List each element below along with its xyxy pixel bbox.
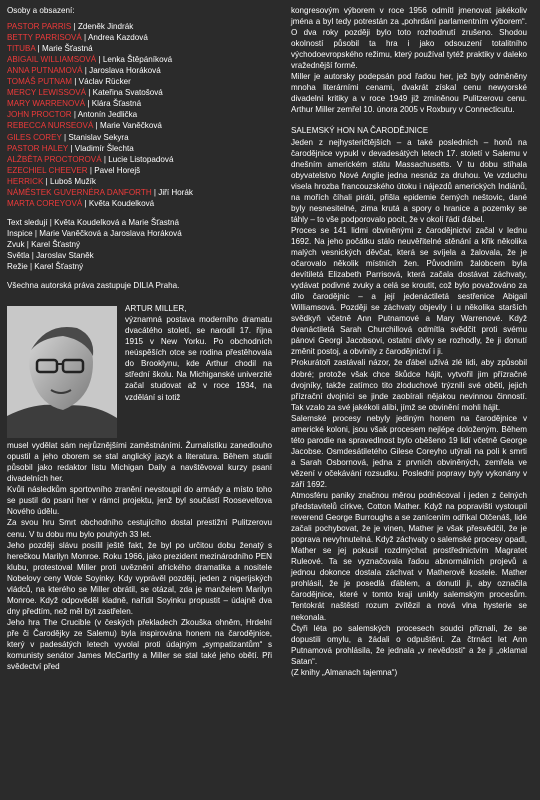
credits-list <box>7 217 272 272</box>
cast-role: REBECCA NURSEOVÁ <box>7 121 94 131</box>
cast-actor: Antonín Jedlička <box>77 110 138 120</box>
cast-separator: | <box>82 198 89 208</box>
author-bio <box>7 303 272 440</box>
cast-role: MARTA COREYOVÁ <box>7 198 83 208</box>
bio-title: ARTUR MILLER, <box>125 304 187 314</box>
cast-role: NÁMĚSTEK GUVERNÉRA DANFORTH <box>7 187 152 197</box>
cast-actor: Zdeněk Jindrák <box>77 22 134 32</box>
credit-line: Zvuk | Karel Šťastný <box>7 239 81 249</box>
cast-row <box>7 187 272 198</box>
cast-row <box>7 98 272 109</box>
section-heading: SALEMSKÝ HON NA ČARODĚJNICE <box>291 126 429 136</box>
cast-row <box>7 76 272 87</box>
credit-line: Text sledují | Květa Koudelková a Marie Šťastná <box>7 217 180 227</box>
bio-paragraph: Jeho hra The Crucible (v českých překladech Zkouška ohněm, Hrdelní pře či Čarodějky ze Salemu) byla inspirována honem na čarodějnice, který v padesátých letech vyvolal proti údajným „sympatizantům“ s komunisty senátor James McCarthy a Miller se stal také jeho obětí. Při svědectví před <box>7 617 272 672</box>
cast-row <box>7 132 272 143</box>
cast-actor: Jiří Horák <box>158 187 193 197</box>
cast-row <box>7 21 272 32</box>
cast-separator: | <box>87 165 95 175</box>
section-paragraph: Prokurátoři zastávali názor, že ďábel užívá zlé lidi, aby způsobil dobré; protože však chce škůdce hájit, vytvořil jim přízračné dvojníky, takže zatímco tito zloduchové trýznili své oběti, jejich přízrační dvojníci se jinde zaobírali nějakou nevinnou činností. Tak vzalo za své jakékoli alibi, jímž se obvinění mohli hájit. <box>291 358 527 412</box>
cast-separator: | <box>43 176 51 186</box>
cast-separator: | <box>68 143 75 153</box>
cast-role: HERRICK <box>7 176 44 186</box>
right-intro-paragraphs <box>291 5 527 115</box>
cast-actor: Andrea Kazdová <box>87 33 148 43</box>
cast-separator: | <box>61 132 69 142</box>
cast-role: TITUBA <box>7 44 36 54</box>
cast-row <box>7 165 272 176</box>
rights-note: Všechna autorská práva zastupuje DILIA Praha. <box>7 281 180 291</box>
cast-role: ALŽBĚTA PROCTOROVÁ <box>7 154 102 164</box>
cast-heading: Osoby a obsazení: <box>7 6 75 15</box>
cast-role: PASTOR HALEY <box>7 143 69 153</box>
cast-role: ABIGAIL WILLIAMSOVÁ <box>7 55 97 65</box>
cast-role: GILES COREY <box>7 132 62 142</box>
cast-row <box>7 54 272 65</box>
cast-role: EZECHIEL CHEEVER <box>7 165 88 175</box>
cast-role: TOMÁŠ PUTNAM <box>7 77 73 87</box>
section-paragraph: Atmosféru paniky značnou měrou podněcoval i jeden z čelných představitelů církve, Cotton Mather. Když na popravišti vystoupil reverend George Burroughs a se zanícením odříkal Otčenáš, lidé začali pochybovat, že je vinen, Mather je však přesvědčil, že je poprava nevyhnutelná. Když záchvaty o salemské procesy opadl, Mather se jej pokusil rozdmýchat prostřednictvím Magratet Ruleové. Ta se vyznačovala řadou abnormálních projevů a jednou dokonce dostala záchvat v Matherově kostele. Mather prohlásil, že je posedlá ďáblem, a donutil ji, aby označila čarodějnice, které v tomto kraji unikly salemským procesům. Tentokrát naštěstí rozum zvítězil a nová vlna hysterie se nekonala. <box>291 491 527 622</box>
cast-role: PASTOR PARRIS <box>7 22 72 32</box>
credit-line: Světla | Jaroslav Staněk <box>7 250 94 260</box>
cast-actor: Květa Koudelková <box>88 198 155 208</box>
cast-actor: Kateřina Svatošová <box>92 88 163 98</box>
cast-list <box>7 21 272 209</box>
cast-row <box>7 198 272 209</box>
cast-separator: | <box>81 33 88 43</box>
cast-separator: | <box>72 77 79 87</box>
cast-row <box>7 43 272 54</box>
bio-paragraph: Za svou hru Smrt obchodního cestujícího dostal prestižní Pulitzerovu cenu. V tu dobu mu bylo pouhých 33 let. <box>7 518 272 539</box>
cast-actor: Václav Rücker <box>78 77 131 87</box>
cast-row <box>7 120 272 131</box>
section-paragraph: Salemské procesy nebyly jediným honem na čarodějnice v americké koloni, jsou však procesem nejlépe doloženým. Během této parodie na spravedlnost bylo oběšeno 19 lidí včetně George Jacobse. Osmdesátiletého Gilese Coreyho utýrali na poli k smrti a Sarah Osbornová, jedna z prvních obviněných, zemřela ve vězení v očekávání rozsudku. Poslední popravy byly vykonány v září 1692. <box>291 413 527 489</box>
cast-role: MERCY LEWISSOVÁ <box>7 88 87 98</box>
cast-separator: | <box>96 55 103 65</box>
right-column <box>291 5 527 678</box>
cast-separator: | <box>85 99 92 109</box>
section-paragraphs <box>291 137 527 667</box>
intro-paragraph: kongresovým výborem v roce 1956 odmítl jmenovat jakékoliv jména a byl tedy potrestán za „pohrdání parlamentním výborem“. O dva roky později bylo toto rozhodnutí zrušeno. Shodou okolností působil ta hra i jako odsouzení totalitního východoevropského režimu, který používal tytéž praktiky v daleko vražednější formě. <box>291 6 527 71</box>
cast-actor: Jaroslava Horáková <box>89 66 161 76</box>
bio-paragraphs <box>7 440 272 672</box>
author-portrait-photo <box>7 306 117 438</box>
cast-row <box>7 87 272 98</box>
cast-separator: | <box>151 187 159 197</box>
cast-separator: | <box>71 22 78 32</box>
cast-actor: Marie Vaněčková <box>99 121 162 131</box>
cast-separator: | <box>86 88 93 98</box>
portrait-icon <box>7 306 117 438</box>
cast-actor: Stanislav Sekyra <box>68 132 129 142</box>
section-paragraph: Čtyři léta po salemských procesech soudci přiznali, že se dopustili omylu, a žádali o odpuštění. Za čtrnáct let Ann Putnamová prohlásila, že jednala „v nevědosti“ a že ji „oklamal Satan“. <box>291 623 527 666</box>
cast-separator: | <box>82 66 90 76</box>
cast-role: BETTY PARRISOVÁ <box>7 33 82 43</box>
credit-line: Inspice | Marie Vaněčková a Jaroslava Horáková <box>7 228 182 238</box>
source-citation: (Z knihy „Almanach tajemna“) <box>291 667 398 677</box>
cast-row <box>7 154 272 165</box>
bio-paragraph: Jeho později slávu posílil ještě fakt, že byl po určitou dobu ženatý s herečkou Marilyn Monroe. Roku 1966, jako prezident mezinárodního PEN klubu, protestoval Miller proti uvěznění afrického dramatika a nositele Nobelovy ceny Wole Soyinky. Kdy vyprávěl později, jeden z nigerijských vládců, na kterého se Miller obrátil, se otázal, zda je manželem Marilyn Monroe. Když odpověděl kladně, nařídil Soyinku propustit – údajně dva dny předtím, než měl být zastřelen. <box>7 540 272 616</box>
cast-role: ANNA PUTNAMOVÁ <box>7 66 83 76</box>
cast-actor: Lenka Štěpáníková <box>102 55 173 65</box>
bio-intro: významná postava moderního dramatu dvacátého století, se narodil 17. října 1915 v New Yorku. Po obchodních neúspěších otce se rodina přestěhovala do Brooklynu, kde Arthur chodil na střední školu. Na Michiganské univerzité začal studovat až v roce 1934, na vzdělání si totiž <box>125 315 272 402</box>
cast-actor: Marie Šťastná <box>41 44 93 54</box>
bio-paragraph: Kvůli následkům sportovního zranění nevstoupil do armády a místo toho se pustil do psaní her v rámci projektu, jenž byl součástí Rooseveltova Nového údělu. <box>7 485 272 517</box>
credit-line: Režie | Karel Šťastný <box>7 262 84 272</box>
cast-separator: | <box>35 44 42 54</box>
cast-row <box>7 143 272 154</box>
cast-row <box>7 176 272 187</box>
cast-separator: | <box>71 110 78 120</box>
cast-row <box>7 65 272 76</box>
bio-paragraph: musel vydělat sám nejrůznějšími zaměstnáními. Žurnalistiku zanedlouho opustil a jeho oborem se stal anglický jazyk a literatura. Během studií působil jako redaktor listu Michigan Daily a navštěvoval kurzy psaní divadelních her. <box>7 441 272 484</box>
cast-row <box>7 32 272 43</box>
cast-actor: Klára Šťastná <box>91 99 142 109</box>
intro-paragraph: Miller je autorsky podepsán pod řadou her, jež byly odměněny mnoha literárními cenami, dvakrát získal cenu newyorské divadelní kritiky a v roce 1949 již zmíněnou Pulitzerovu cenu. Arthur Miller zemřel 10. února 2005 v Roxbury v Connecticutu. <box>291 72 527 115</box>
left-column <box>7 5 272 672</box>
cast-actor: Lucie Listopadová <box>108 154 174 164</box>
cast-separator: | <box>93 121 100 131</box>
section-paragraph: Jeden z nejhysteričtějších – a také posledních – honů na čarodějnice vypukl v devadesátých letech 17. století v Salemu v dnešním americkém státu Massachusetts. V tu dobu stíhala obyvatelstvo Nové Anglie jedna nesnáz za druhou. Ve vzduchu visela hrozba francouzského útoku i nájezdů amerických Indiánů, na mořích číhali piráti, přišla epidemie černých neštovic, dané byly nesnesitelné, zima krutá a spory o hranice a pozemky se táhly – to vše podporovalo pocit, že v okolí řádí ďábel. <box>291 137 527 224</box>
cast-row <box>7 109 272 120</box>
cast-actor: Luboš Mužík <box>50 176 96 186</box>
section-paragraph: Proces se 141 lidmi obviněnými z čarodějnictví začal v lednu 1692. Na jeho počátku stálo neuvěřitelné stěnání a křik několika malých vesnických děvčat, která se svíjela a žalovala, že je očarovalo několik místních žen. Původním žalobcem byla devítiletá Elizabeth Parrisová, která začala dostávat záchvaty, vydávat podivné zvuky a celá se kroutit, což bylo považováno za dílo čarodějnic – a její jedenáctiletá sestřenice Abigail Williamsová. Později se záchvaty objevily i u několika starších svědkyň včetně Ann Putnamové a Mary Warrenové. Když dvanáctiletá Sarah Churchillová odmítla svědčit proti svému pánovi Georgi Jacobsovi, ostatní dívky se rozhodly, že ji donutí změnit postoj, a obvinily z čarodějnictví i ji. <box>291 225 527 357</box>
cast-separator: | <box>101 154 109 164</box>
cast-actor: Vladimír Šlechta <box>74 143 134 153</box>
cast-role: MARY WARRENOVÁ <box>7 99 86 109</box>
cast-role: JOHN PROCTOR <box>7 110 72 120</box>
cast-actor: Pavel Horejš <box>94 165 141 175</box>
